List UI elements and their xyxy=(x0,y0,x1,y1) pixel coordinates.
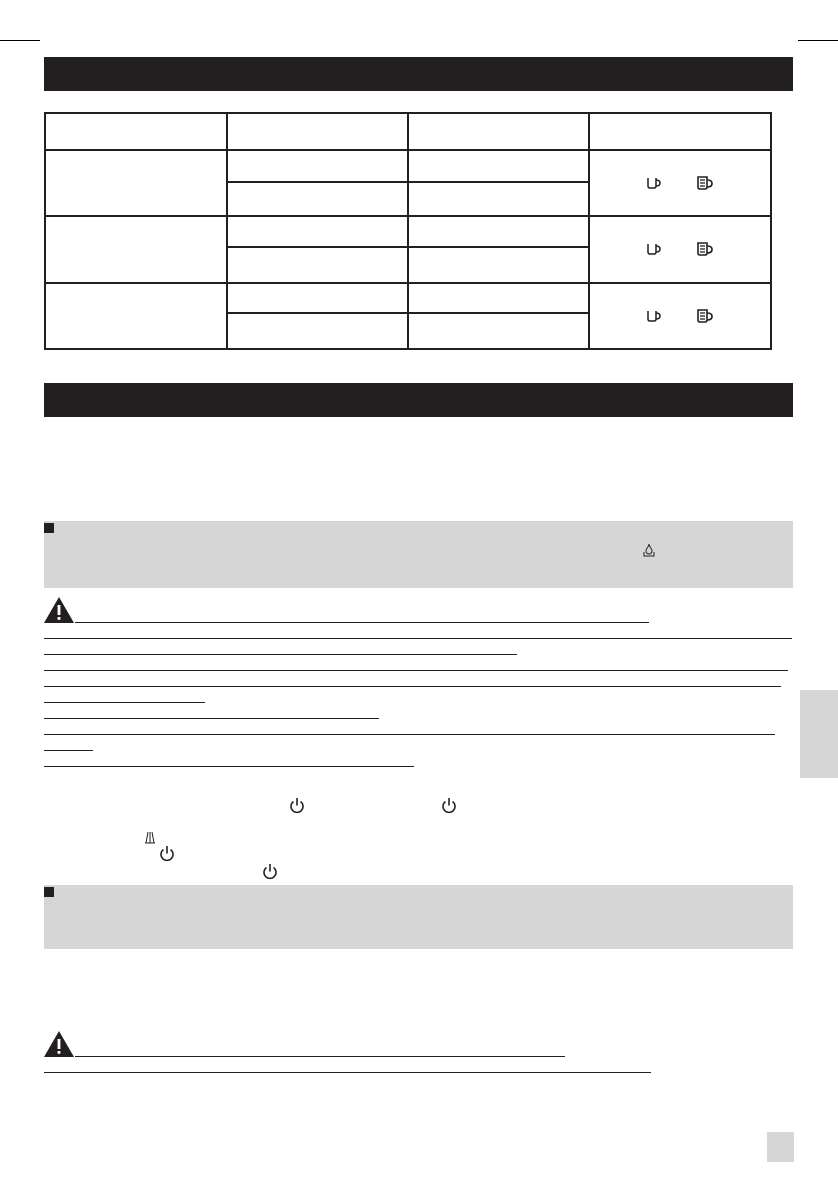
text-underline xyxy=(44,638,792,639)
warning-triangle-icon xyxy=(43,1030,75,1058)
text-underline xyxy=(44,718,379,719)
text-underline xyxy=(75,1056,565,1057)
steam-icon xyxy=(144,830,156,844)
table-cell xyxy=(408,283,589,313)
descale-icon xyxy=(643,543,655,557)
large-cup-icon xyxy=(696,308,714,324)
small-cup-icon xyxy=(646,242,662,256)
section-header-bar xyxy=(44,57,793,91)
large-cup-icon xyxy=(696,175,714,191)
table-cell xyxy=(408,313,589,349)
warning-triangle-icon xyxy=(43,596,75,624)
text-underline xyxy=(44,686,781,687)
crop-mark-left xyxy=(0,40,40,41)
text-underline xyxy=(44,654,517,655)
text-underline xyxy=(44,750,93,751)
settings-table xyxy=(44,112,772,350)
power-icon xyxy=(262,863,278,880)
cup-size-cell xyxy=(589,216,771,283)
column-header xyxy=(227,113,408,150)
crop-mark-right xyxy=(798,40,838,41)
text-underline xyxy=(44,1072,651,1073)
row-label xyxy=(45,150,227,216)
language-tab xyxy=(800,690,838,778)
power-icon xyxy=(289,797,305,814)
table-cell xyxy=(227,247,408,283)
column-header xyxy=(45,113,227,150)
column-header xyxy=(408,113,589,150)
table-cell xyxy=(227,216,408,247)
power-icon xyxy=(159,845,175,862)
bullet-square xyxy=(44,523,54,533)
table-cell xyxy=(227,150,408,182)
table-row xyxy=(45,216,771,247)
section-header-bar xyxy=(44,383,793,417)
small-cup-icon xyxy=(646,176,662,190)
table-cell xyxy=(227,283,408,313)
text-underline xyxy=(75,622,649,623)
text-underline xyxy=(44,766,414,767)
note-panel xyxy=(44,521,793,588)
row-label xyxy=(45,216,227,283)
large-cup-icon xyxy=(696,241,714,257)
table-row xyxy=(45,150,771,182)
power-icon xyxy=(441,797,457,814)
table-cell xyxy=(227,313,408,349)
small-cup-icon xyxy=(646,309,662,323)
row-label xyxy=(45,283,227,349)
table-row xyxy=(45,283,771,313)
note-panel xyxy=(44,885,793,949)
table-cell xyxy=(408,247,589,283)
column-header xyxy=(589,113,771,150)
cup-size-cell xyxy=(589,283,771,349)
page-number-box xyxy=(767,1132,794,1162)
text-underline xyxy=(44,734,775,735)
cup-size-cell xyxy=(589,150,771,216)
bullet-square xyxy=(44,887,54,897)
table-cell xyxy=(408,182,589,216)
table-cell xyxy=(227,182,408,216)
text-underline xyxy=(44,702,205,703)
table-cell xyxy=(408,216,589,247)
table-header-row xyxy=(45,113,771,150)
text-underline xyxy=(44,670,788,671)
table-cell xyxy=(408,150,589,182)
